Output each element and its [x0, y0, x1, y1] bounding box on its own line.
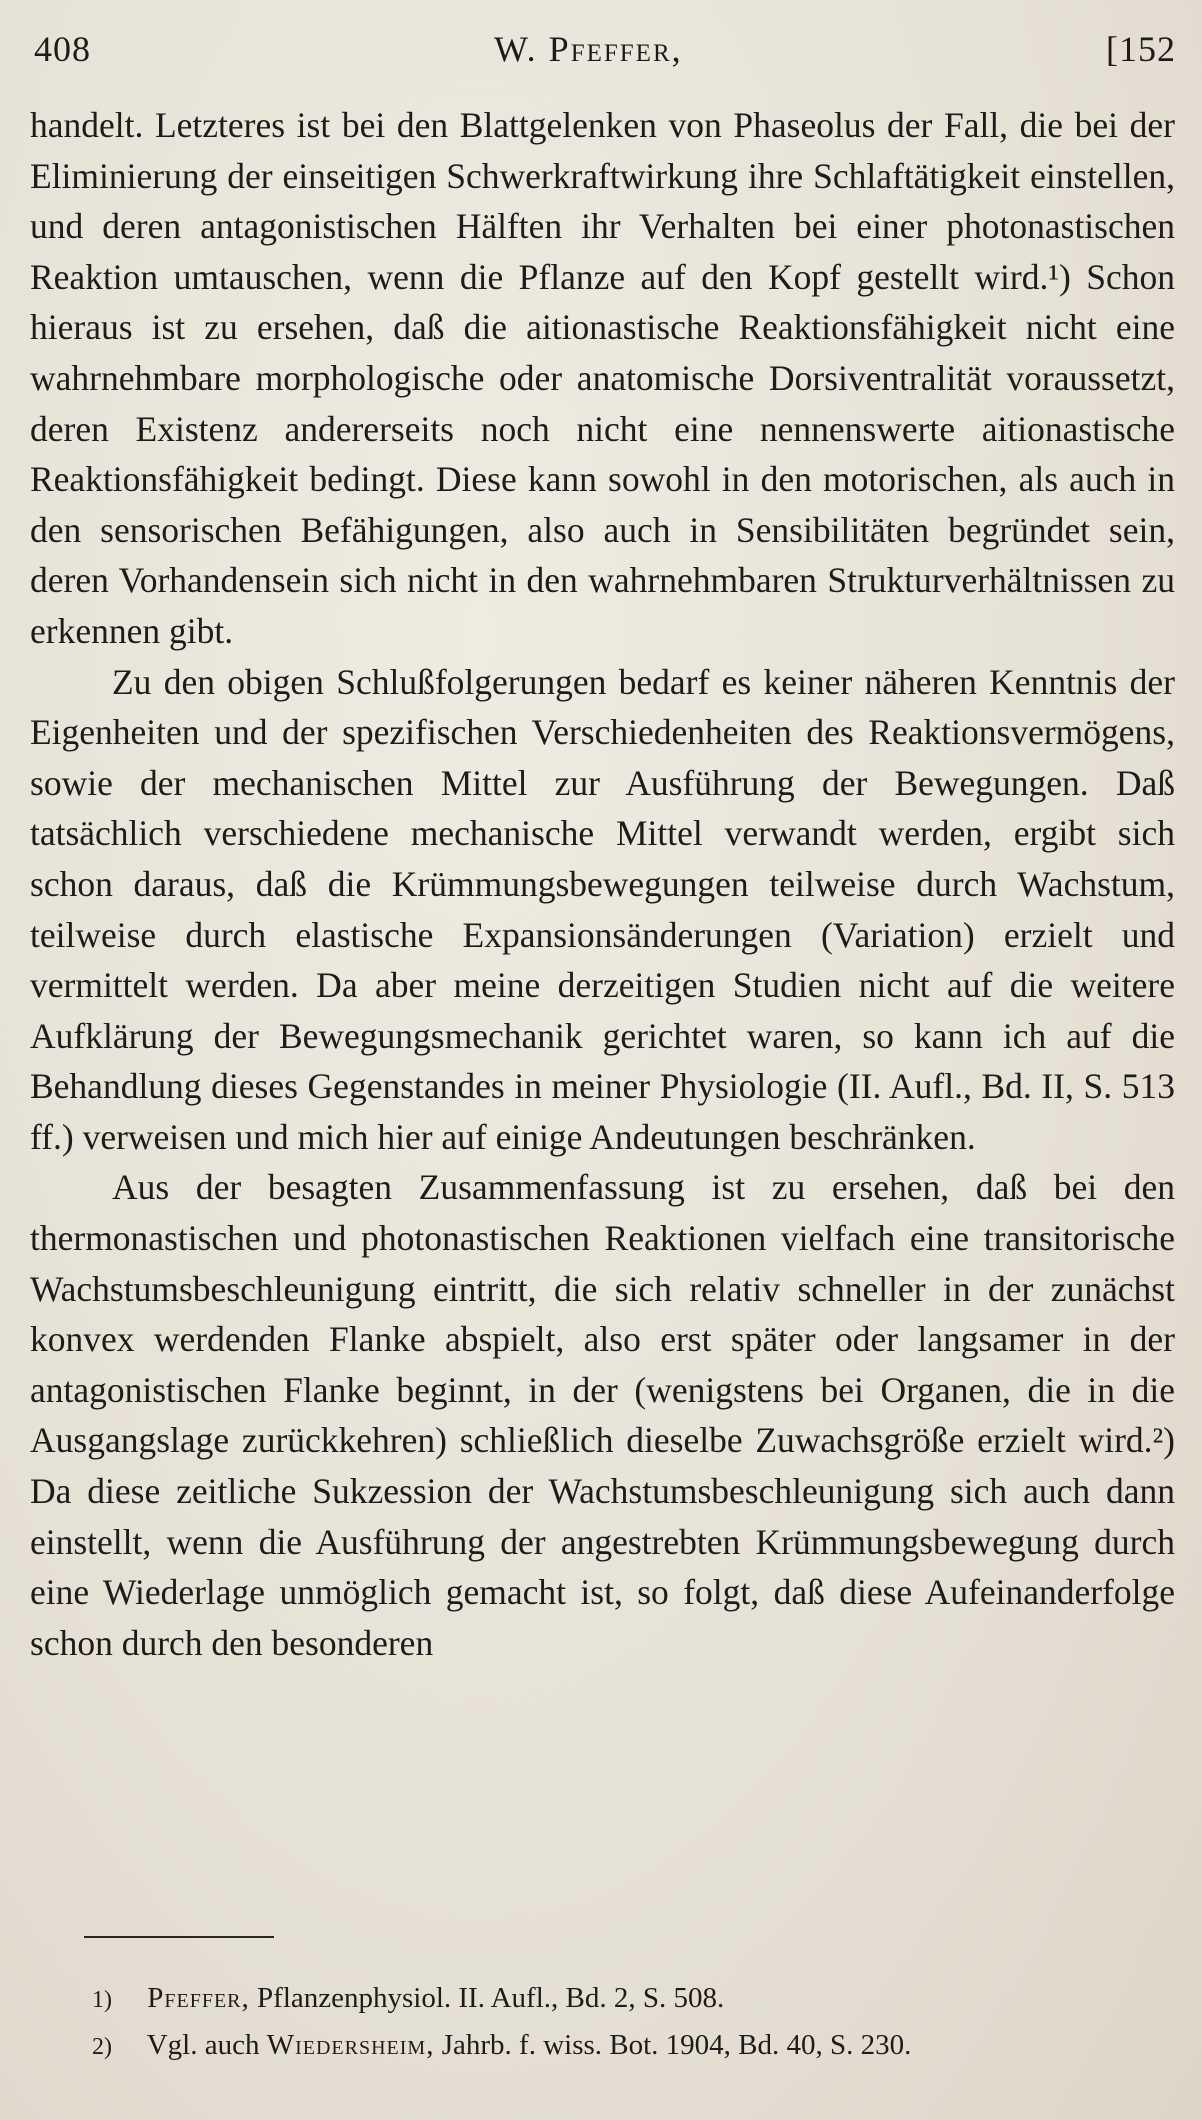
footnote — [92, 2023, 1152, 2070]
paragraph: Zu den obigen Schlußfolgerungen bedarf es keiner näheren Kenntnis der Eigenheiten und der spezifischen Verschiedenheiten des Reaktionsvermögens, sowie der mechanischen Mittel zur Ausführung der Bewegungen. Daß tatsächlich verschiedene mechanische Mittel verwandt werden, ergibt sich schon daraus, daß die Krümmungsbewegungen teilweise durch Wachstum, teilweise durch elastische Expansionsänderungen (Variation) erzielt und vermittelt werden. Da aber meine derzeitigen Studien nicht auf die weitere Aufklärung der Bewegungsmechanik gerichtet waren, so kann ich auf die Behandlung dieses Gegenstandes in meiner Physiologie (II. Aufl., Bd. II, S. 513 ff.) verweisen und mich hier auf einige Andeutungen beschränken. — [30, 661, 1175, 1157]
footnote-text: Jahrb. f. wiss. Bot. 1904, Bd. 40, S. 230. — [441, 2029, 912, 2061]
section-number: [152 — [1106, 29, 1176, 69]
paragraph: Aus der besagten Zusammenfassung ist zu ersehen, daß bei den thermonastischen und photonastischen Reaktionen vielfach eine transitorische Wachstumsbeschleunigung eintritt, die sich relativ schneller in der zunächst konvex werdenden Flanke abspielt, also erst später oder langsamer in der antagonistischen Flanke beginnt, in der (wenigstens bei Organen, die in die Ausgangslage zurückkehren) schließlich dieselbe Zuwachsgröße erzielt wird.²) Da diese zeitliche Sukzession der Wachstumsbeschleunigung sich auch dann einstellt, wenn die Ausführung der angestrebten Krümmungsbewegung durch eine Wiederlage unmöglich gemacht ist, so folgt, daß diese Aufeinanderfolge schon durch den besonderen — [30, 1167, 1175, 1663]
footnote-marker: 2) — [92, 2034, 112, 2060]
footnote-author: Wiedersheim, — [266, 2029, 435, 2061]
footnote-author: Pfeffer, — [147, 1982, 250, 2014]
running-head — [34, 28, 1176, 78]
footnote-prefix: Vgl. auch — [146, 2029, 260, 2061]
paragraph-continued: handelt. Letzteres ist bei den Blattgelenken von Phaseolus der Fall, die bei der Eliminierung der einseitigen Schwerkraftwirkung ihre Schlaftätigkeit einstellen, und deren antagonistischen Hälften ihr Verhalten bei einer photonastischen Reaktion umtauschen, wenn die Pflanze auf den Kopf gestellt wird.¹) Schon hieraus ist zu ersehen, daß die aitionastische Reaktionsfähigkeit nicht eine wahrnehmbare morphologische oder anatomische Dorsiventralität voraussetzt, deren Existenz andererseits noch nicht eine nennenswerte aitionastische Reaktionsfähigkeit bedingt. Diese kann sowohl in den motorischen, als auch in den sensorischen Befähigungen, also auch in Sensibilitäten begründet sein, deren Vorhandensein sich nicht in den wahrnehmbaren Strukturverhältnissen zu erkennen gibt. — [30, 105, 1175, 651]
footnote-marker: 1) — [92, 1987, 112, 2013]
running-title: W. Pfeffer, — [494, 29, 683, 69]
footnote-divider — [84, 1936, 274, 1938]
footnote — [92, 1976, 1152, 2023]
footnote-text: Pflanzenphysiol. II. Aufl., Bd. 2, S. 508. — [257, 1982, 725, 2014]
body-text — [30, 100, 1175, 1668]
footnotes — [92, 1976, 1152, 2070]
page-number: 408 — [34, 29, 91, 69]
